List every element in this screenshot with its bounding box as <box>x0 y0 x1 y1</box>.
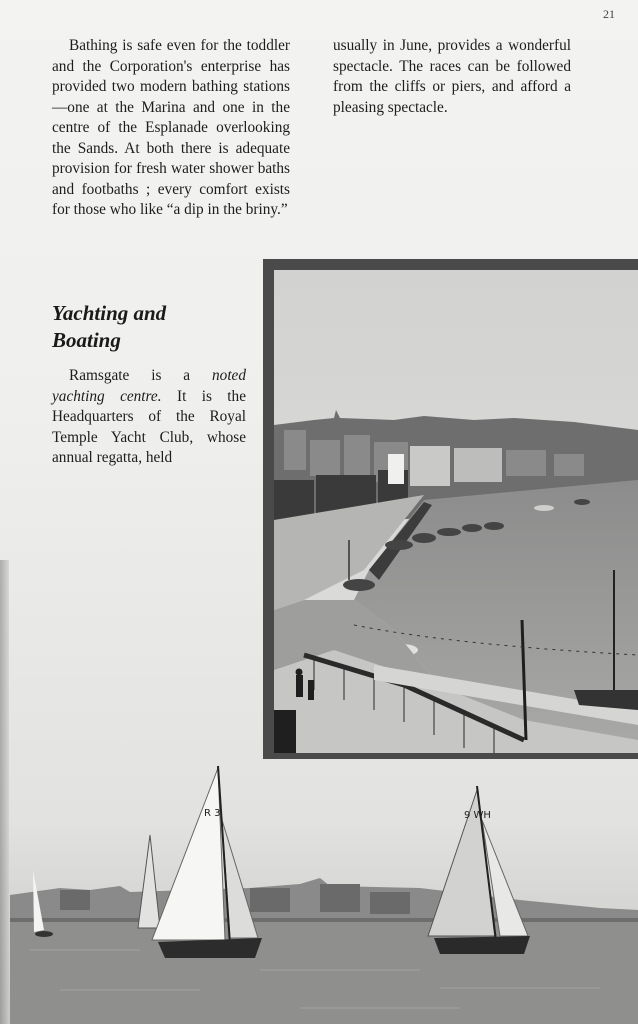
yachting-italic-phrase: noted yachting centre. <box>52 367 247 405</box>
heading-line-1: Yachting and <box>52 301 167 325</box>
heading-line-2: Boating <box>52 328 121 352</box>
bathing-paragraph: Bathing is safe even for the toddler and the Corporation's enterprise has provided two modern bathing stations—one at the Marina and one in the centre of the Esplanade overlooking the Sands. At both there is adequate provision for fresh water shower baths and footbaths ; every comfort exists for those who like “a dip in the briny.” <box>52 37 290 218</box>
right-sail-number: 9 WH <box>464 810 491 821</box>
yachting-text-start: Ramsgate is a <box>69 367 191 384</box>
harbour-photo <box>274 270 638 753</box>
yachting-text-column <box>52 366 246 469</box>
regatta-photo <box>0 760 638 1024</box>
regatta-continuation-column <box>333 36 571 118</box>
yachting-paragraph <box>52 366 246 469</box>
section-heading <box>52 300 252 354</box>
left-sail-number: R 3 <box>204 808 221 819</box>
harbour-photo-frame <box>263 259 638 759</box>
yachting-text-end: It is the Headquarters of the Royal Temple Yacht Club, whose annual regatta, held <box>52 387 247 466</box>
page-shadow-edge <box>0 560 9 1024</box>
page-number: 21 <box>603 7 615 21</box>
regatta-continuation-paragraph: usually in June, provides a wonderful spectacle. The races can be followed from the cliffs or piers, and afford a pleasing spectacle. <box>333 37 571 116</box>
bathing-text-column <box>52 36 290 221</box>
